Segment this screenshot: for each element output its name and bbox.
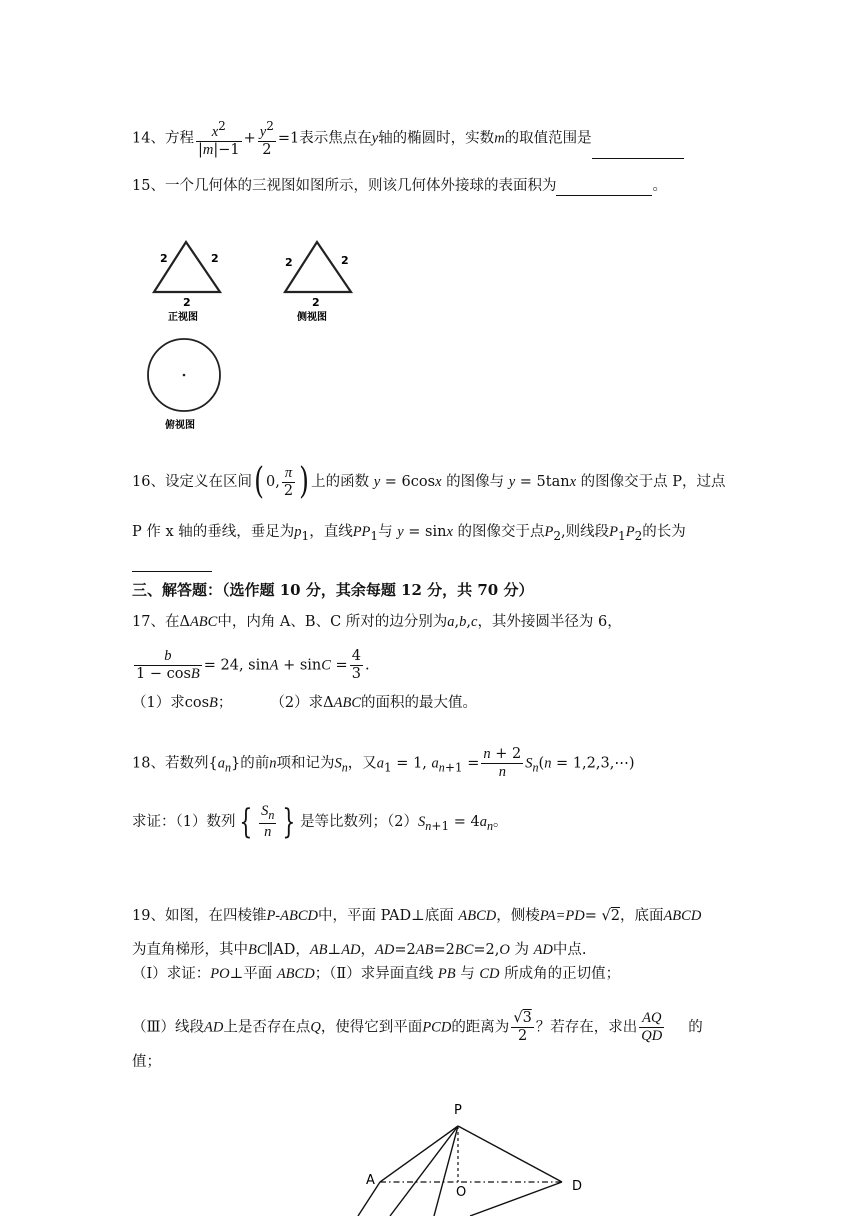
question-19-line-2: 为直角梯形，其中BC∥AD，AB⊥AD，AD=2AB=2BC=2,O 为 AD中点.: [132, 942, 587, 958]
question-19: 19、如图，在四棱锥P-ABCD中，平面 PAD⊥底面 ABCD，侧棱PA=PD= √2，底面ABCD: [132, 908, 702, 924]
question-17: 17、在ΔABC中，内角 A、B、C 所对的边分别为a,b,c，其外接圆半径为 6，: [132, 614, 622, 630]
front-left-edge-label: 2: [160, 252, 168, 265]
question-17-condition: $\frac{b}{1 - \cos B}$ = 24, sinA + sinC = $\frac{4}{3}$ .: [136, 648, 370, 682]
answer-blank-15: [556, 181, 652, 196]
question-17-subparts: （1）求cosB； （2）求ΔABC的面积的最大值。: [132, 695, 477, 711]
pyramid-figure: [350, 1098, 610, 1216]
top-view-label: 俯视图: [165, 420, 195, 431]
edge-pa: [380, 1126, 458, 1182]
front-view-triangle: [154, 242, 220, 292]
fraction-y2: $\frac{y^2}{2}$: [259, 119, 274, 158]
q14-number: 14、方程: [132, 130, 194, 147]
question-19-line-4: （Ⅲ）线段AD上是否存在点Q，使得它到平面PCD的距离为 $\frac{√3}{2}$ ？若存在，求出 $\frac{AQ}{QD}$ 的: [132, 1010, 703, 1044]
vertex-label-d: D: [572, 1179, 583, 1194]
question-19-line-3: （Ⅰ）求证：PO⊥平面 ABCD；（Ⅱ）求异面直线 PB 与 CD 所成角的正切值；: [132, 966, 621, 982]
three-view-figure: [140, 232, 400, 432]
answer-blank-14: [592, 144, 684, 159]
point-label-o: O: [456, 1185, 467, 1200]
question-18-prove: 求证：（1）数列 { $\frac{S_n}{n}$ } 是等比数列；$(2)S_{n+1} = 4a_n$。: [132, 802, 508, 842]
question-14: 14、方程 $\frac{x^2}{|m|-1}$ + $\frac{y^2}{2}$ =1表示焦点在y轴的椭圆时，实数m的取值范围是: [132, 118, 684, 159]
question-16-line-2: P 作 x 轴的垂线，垂足为$p_1$，直线$PP_1$与 y = sinx 的图像交于点$P_2$,则线段$P_1P_2$的长为: [132, 524, 686, 543]
side-right-edge-label: 2: [341, 254, 349, 267]
side-base-edge-label: 2: [312, 296, 320, 309]
side-view-triangle: [285, 242, 351, 292]
edge-dc: [470, 1182, 562, 1216]
question-16: 16、设定义在区间( 0, $\frac{\pi}{2}$ ) 上的函数 y = 6cosx 的图像与 y = 5tanx 的图像交于点 P，过点: [132, 461, 726, 502]
section-3-heading: 三、解答题：（选作题 10 分，其余每题 12 分，共 70 分）: [132, 581, 534, 599]
question-15: 15、一个几何体的三视图如图所示，则该几何体外接球的表面积为 。: [132, 178, 667, 194]
vertex-label-a: A: [366, 1173, 375, 1188]
vertex-label-p: P: [454, 1103, 462, 1118]
fraction-x2: $\frac{x^2}{|m|-1}$: [197, 119, 240, 158]
top-view-center-dot: [183, 374, 186, 377]
side-left-edge-label: 2: [285, 256, 293, 269]
answer-blank-16: [132, 557, 212, 572]
question-19-line-5: 值；: [132, 1054, 161, 1070]
side-view-label: 侧视图: [297, 312, 327, 323]
front-view-label: 正视图: [168, 312, 198, 323]
front-base-edge-label: 2: [183, 296, 191, 309]
front-right-edge-label: 2: [211, 252, 219, 265]
edge-pc: [434, 1126, 458, 1216]
edge-pb: [390, 1126, 458, 1216]
question-18: 18、若数列$\{a_n\}$的前n项和记为$S_n$，又$a_1 = 1$, $a_{n+1}$ = $\frac{n + 2}{n}$ $S_n(n$ = 1,2,3,⋯): [132, 746, 635, 780]
edge-pd: [458, 1126, 562, 1182]
